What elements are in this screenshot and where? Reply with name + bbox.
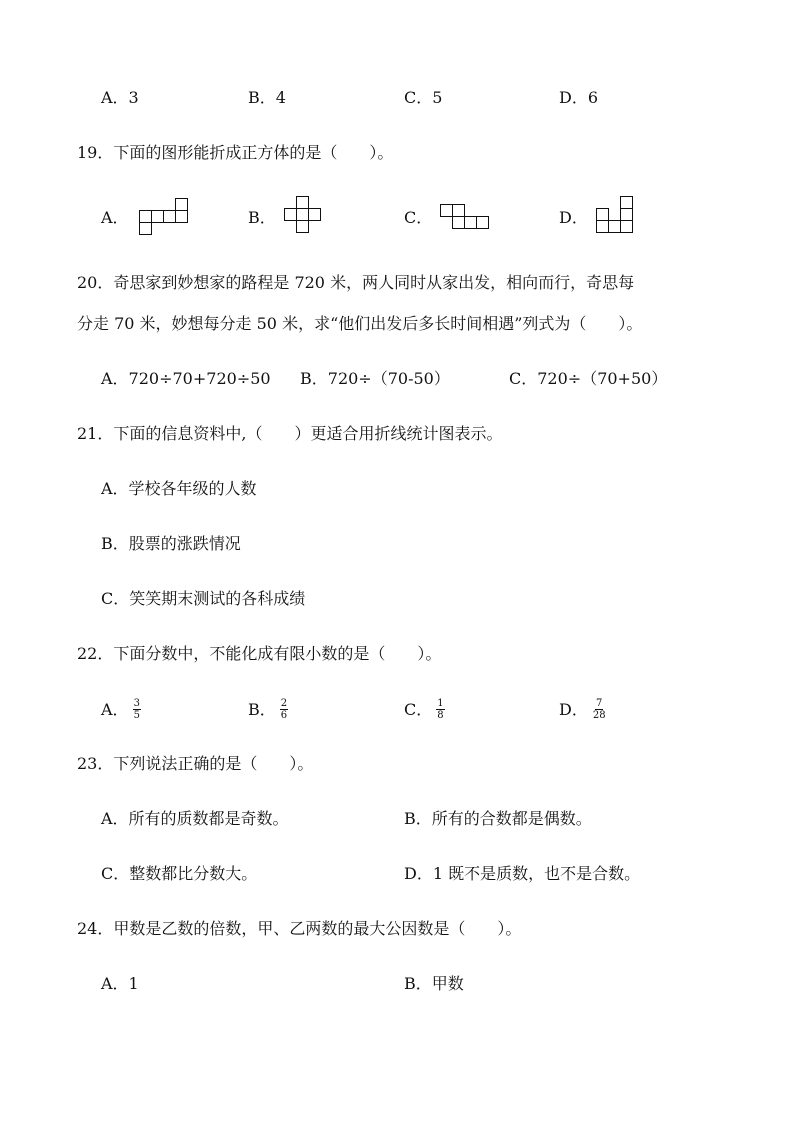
q24-stem: 24．甲数是乙数的倍数，甲、乙两数的最大公因数是（ ）。 xyxy=(77,919,522,938)
fraction-denominator: 8 xyxy=(437,710,444,721)
fraction-denominator: 28 xyxy=(592,710,606,721)
q22-option-b-label: B． xyxy=(248,700,276,719)
q24-option-a: A．1 xyxy=(101,974,139,993)
fraction-numerator: 7 xyxy=(596,698,603,709)
q23-option-a: A．所有的质数都是奇数。 xyxy=(101,809,289,828)
q19-stem: 19．下面的图形能折成正方体的是（ ）。 xyxy=(77,143,394,162)
q18-option-a: A．3 xyxy=(101,88,139,107)
q23-option-b: B．所有的合数都是偶数。 xyxy=(404,809,592,828)
q19-option-d: D． xyxy=(559,208,588,227)
q23-option-d: D．1 既不是质数，也不是合数。 xyxy=(404,864,641,883)
q19-net-a-figure xyxy=(137,198,189,236)
q20-option-c: C．720÷（70+50） xyxy=(509,369,668,388)
q18-option-d: D．6 xyxy=(559,88,599,107)
fraction xyxy=(592,698,607,721)
q20-stem-line2: 分走 70 米，妙想每分走 50 米，求“他们出发后多长时间相遇”列式为（ ）。 xyxy=(77,314,643,333)
fraction xyxy=(436,698,444,721)
q22-option-a xyxy=(101,699,141,722)
q19-option-c: C． xyxy=(404,208,433,227)
q20-option-a: A．720÷70+720÷50 xyxy=(101,369,271,388)
q22-option-d-label: D． xyxy=(559,700,588,719)
q22-option-d xyxy=(559,699,607,722)
q22-option-b xyxy=(248,699,288,722)
q21-option-a: A．学校各年级的人数 xyxy=(101,479,257,498)
q22-option-a-label: A． xyxy=(101,700,129,719)
q24-option-b: B．甲数 xyxy=(404,974,464,993)
q19-net-c-figure xyxy=(440,204,492,230)
q19-net-d-figure xyxy=(595,196,635,236)
q19-option-a: A． xyxy=(101,208,129,227)
q21-option-c: C．笑笑期末测试的各科成绩 xyxy=(101,589,306,608)
q20-stem-line1: 20．奇思家到妙想家的路程是 720 米，两人同时从家出发，相向而行，奇思每 xyxy=(77,273,635,292)
q22-stem: 22．下面分数中，不能化成有限小数的是（ ）。 xyxy=(77,644,442,663)
q21-option-b: B．股票的涨跌情况 xyxy=(101,534,241,553)
q19-net-b-figure xyxy=(283,196,323,236)
fraction xyxy=(280,698,288,721)
fraction xyxy=(133,698,141,721)
q22-option-c xyxy=(404,699,445,722)
q22-option-c-label: C． xyxy=(404,700,433,719)
q18-option-b: B．4 xyxy=(248,88,286,107)
q19-option-b: B． xyxy=(248,208,276,227)
fraction-numerator: 2 xyxy=(280,698,288,709)
q23-option-c: C．整数都比分数大。 xyxy=(101,864,258,883)
fraction-numerator: 1 xyxy=(437,698,444,709)
fraction-numerator: 3 xyxy=(133,698,140,709)
fraction-denominator: 5 xyxy=(133,710,140,721)
q18-option-c: C．5 xyxy=(404,88,443,107)
q20-option-b: B．720÷（70-50） xyxy=(300,369,450,388)
q23-stem: 23．下列说法正确的是（ ）。 xyxy=(77,754,314,773)
fraction-denominator: 6 xyxy=(280,710,288,721)
q21-stem: 21．下面的信息资料中,（ ）更适合用折线统计图表示。 xyxy=(77,424,503,443)
